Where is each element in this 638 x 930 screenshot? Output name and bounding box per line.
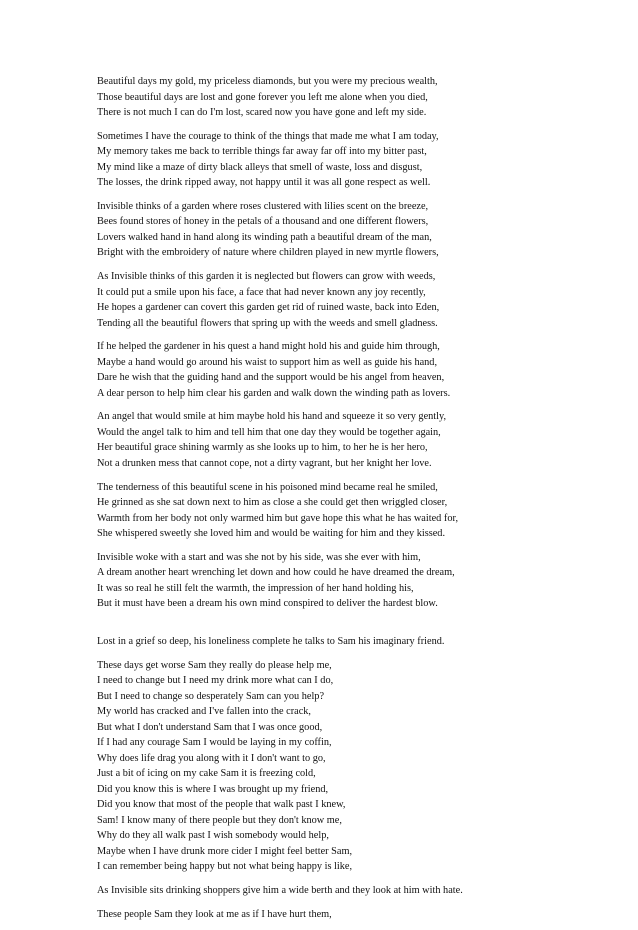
stanza bbox=[97, 550, 617, 612]
text-line: If he helped the gardener in his quest a hand might hold his and guide him through, bbox=[97, 341, 440, 353]
text-line: He grinned as she sat down next to him as close a she could get then wriggled closer, bbox=[97, 497, 448, 509]
stanza bbox=[97, 409, 617, 471]
text-line: I can remember being happy but not what being happy is like, bbox=[97, 861, 353, 873]
text-line: Why does life drag you along with it I don't want to go, bbox=[97, 752, 326, 764]
stanza bbox=[97, 74, 617, 121]
text-line: Invisible thinks of a garden where roses clustered with lilies scent on the breeze, bbox=[97, 200, 429, 212]
text-line: If I had any courage Sam I would be laying in my coffin, bbox=[97, 737, 332, 749]
text-line: Tending all the beautiful flowers that spring up with the weeds and smell gladness. bbox=[97, 317, 438, 329]
text-line: These days get worse Sam they really do please help me, bbox=[97, 659, 332, 671]
text-line: He hopes a gardener can covert this garden get rid of ruined waste, back into Eden, bbox=[97, 302, 440, 314]
text-line: Bright with the embroidery of nature where children played in new myrtle flowers, bbox=[97, 247, 439, 259]
text-line: Maybe a hand would go around his waist to support him as well as guide his hand, bbox=[97, 356, 438, 368]
text-line: Would the angel talk to him and tell him that one day they would be together again, bbox=[97, 426, 441, 438]
text-line: These people Sam they look at me as if I have hurt them, bbox=[97, 908, 332, 920]
stanza bbox=[97, 199, 617, 261]
stanza bbox=[97, 339, 617, 401]
text-line: Those beautiful days are lost and gone forever you left me alone when you died, bbox=[97, 91, 428, 103]
text-line: Beautiful days my gold, my priceless diamonds, but you were my precious wealth, bbox=[97, 76, 438, 87]
text-line: But it must have been a dream his own mind conspired to deliver the hardest blow. bbox=[97, 598, 438, 610]
text-line: It could put a smile upon his face, a face that had never known any joy recently, bbox=[97, 286, 426, 298]
text-line: There is not much I can do I'm lost, scared now you have gone and left my side. bbox=[97, 107, 427, 118]
text-line: Just a bit of icing on my cake Sam it is freezing cold, bbox=[97, 768, 316, 780]
text-line: Did you know that most of the people that walk past I knew, bbox=[97, 799, 346, 811]
text-line: My mind like a maze of dirty black alleys that smell of waste, loss and disgust, bbox=[97, 161, 423, 173]
section-gap bbox=[97, 620, 617, 634]
stanza bbox=[97, 658, 617, 875]
text-line: A dear person to help him clear his garden and walk down the winding path as lovers. bbox=[97, 387, 451, 399]
text-line: She whispered sweetly she loved him and would be waiting for him and they kissed. bbox=[97, 528, 446, 540]
text-line: Sam! I know many of there people but they don't know me, bbox=[97, 814, 342, 826]
text-line: But what I don't understand Sam that I was once good, bbox=[97, 721, 323, 733]
text-line: But I need to change so desperately Sam can you help? bbox=[97, 690, 325, 702]
text-line: Bees found stores of honey in the petals of a thousand and one different flowers, bbox=[97, 216, 429, 228]
text-line: I need to change but I need my drink more what can I do, bbox=[97, 675, 334, 687]
text-line: Maybe when I have drunk more cider I might feel better Sam, bbox=[97, 845, 353, 857]
text-line: As Invisible thinks of this garden it is neglected but flowers can grow with weeds, bbox=[97, 271, 436, 283]
text-line: My memory takes me back to terrible things far away far off into my bitter past, bbox=[97, 146, 427, 158]
text-line: The losses, the drink ripped away, not happy until it was all gone respect as well. bbox=[97, 177, 431, 189]
text-line: Dare he wish that the guiding hand and the support would be his angel from heaven, bbox=[97, 372, 445, 384]
text-line: An angel that would smile at him maybe hold his hand and squeeze it so very gently, bbox=[97, 411, 447, 423]
text-line: Lovers walked hand in hand along its winding path a beautiful dream of the man, bbox=[97, 231, 432, 243]
text-line: Her beautiful grace shining warmly as she looks up to him, to her he is her hero, bbox=[97, 442, 428, 454]
text-line: The tenderness of this beautiful scene in his poisoned mind became real he smiled, bbox=[97, 481, 438, 493]
stanza bbox=[97, 907, 617, 923]
text-line: Lost in a grief so deep, his loneliness complete he talks to Sam his imaginary friend. bbox=[97, 636, 445, 647]
text-line: Sometimes I have the courage to think of the things that made me what I am today, bbox=[97, 130, 439, 142]
stanza bbox=[97, 129, 617, 191]
stanza bbox=[97, 883, 617, 899]
text-line: Did you know this is where I was brought up my friend, bbox=[97, 783, 329, 795]
stanza bbox=[97, 480, 617, 542]
text-line: Warmth from her body not only warmed him but gave hope this what he has waited for, bbox=[97, 512, 459, 524]
poem-text bbox=[97, 74, 617, 930]
text-line: A dream another heart wrenching let down and how could he have dreamed the dream, bbox=[97, 567, 455, 579]
text-line: As Invisible sits drinking shoppers give him a wide berth and they look at him with hate. bbox=[97, 884, 463, 896]
text-line: Not a drunken mess that cannot cope, not a dirty vagrant, but her knight her love. bbox=[97, 457, 432, 469]
text-line: Invisible woke with a start and was she not by his side, was she ever with him, bbox=[97, 551, 421, 563]
text-line: My world has cracked and I've fallen into the crack, bbox=[97, 706, 311, 718]
text-line: Why do they all walk past I wish somebody would help, bbox=[97, 830, 329, 842]
stanza bbox=[97, 269, 617, 331]
stanza bbox=[97, 634, 617, 650]
text-line: It was so real he still felt the warmth, the impression of her hand holding his, bbox=[97, 582, 414, 594]
